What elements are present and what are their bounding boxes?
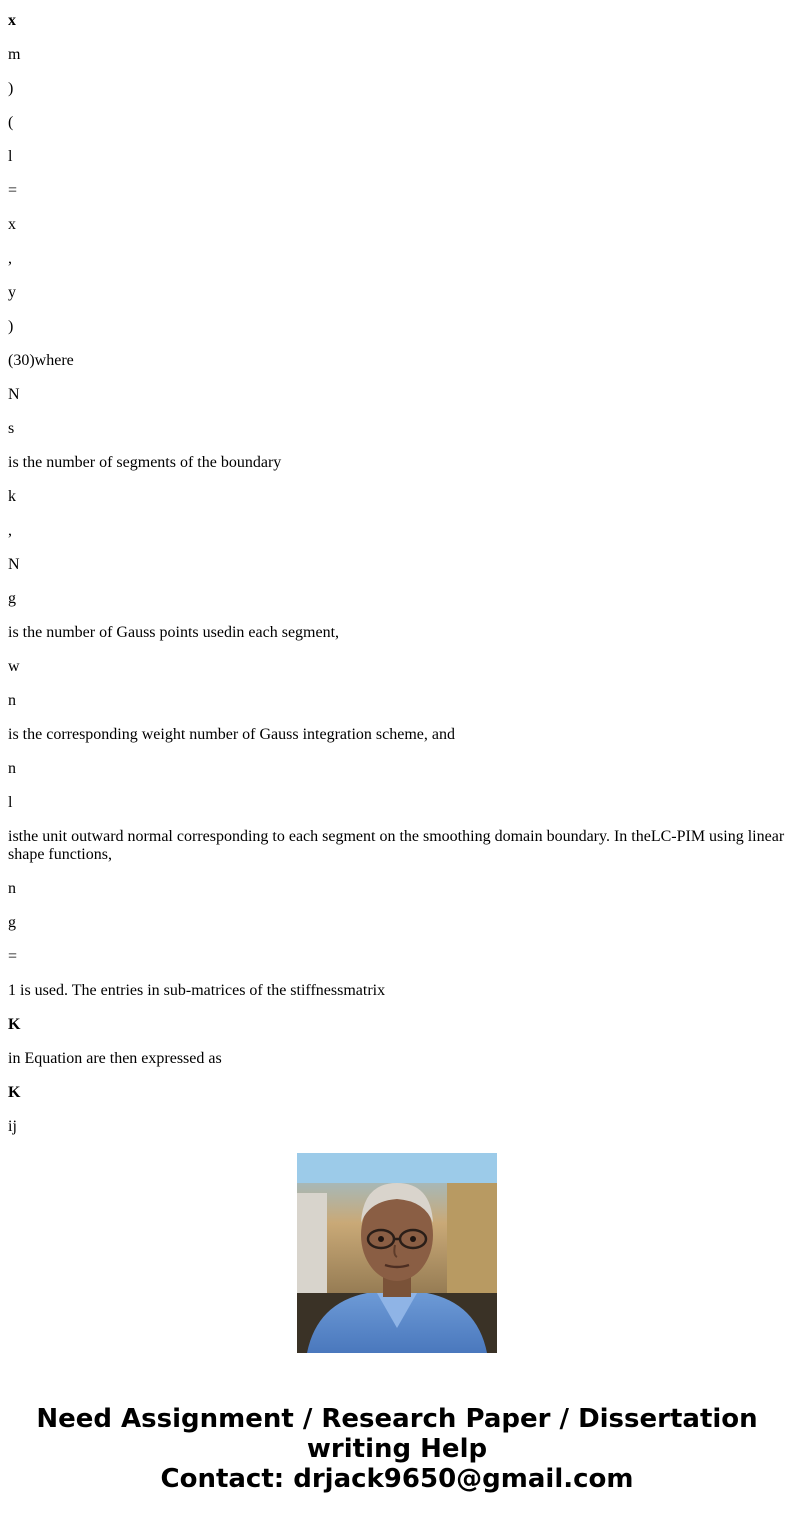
document-line: isthe unit outward normal corresponding to each segment on the smoothing domain boundary. In theLC-PIM using linear shape functions, [8,828,785,863]
document-line: m [8,46,21,63]
document-line: N [8,386,20,403]
document-line: 1 is used. The entries in sub-matrices of the stiffnessmatrix [8,982,386,999]
document-line: , [8,522,12,539]
author-avatar [297,1153,497,1353]
document-line: ) [8,80,14,97]
document-line: n [8,880,16,897]
document-line: x [8,216,16,233]
document-line: = [8,182,18,199]
document-line: n [8,760,16,777]
document-line: = [8,948,18,965]
document-line: n [8,692,16,709]
document-line: w [8,658,20,675]
portrait-image [297,1153,497,1353]
document-line: (30)where [8,352,74,369]
document-line: x [8,12,16,29]
document-line: ) [8,318,14,335]
document-line: ( [8,114,14,131]
document-line: N [8,556,20,573]
document-line: is the number of segments of the boundary [8,454,282,471]
document-line: g [8,590,16,607]
document-line: l [8,794,13,811]
document-line: g [8,914,16,931]
promo-contact: Contact: drjack9650@gmail.com [160,1464,634,1494]
document-text [8,0,788,1135]
document-line: is the number of Gauss points usedin each segment, [8,624,340,641]
document-line: s [8,420,15,437]
document-line: is the corresponding weight number of Gauss integration scheme, and [8,726,455,743]
document-line: k [8,488,16,505]
document-line: ij [8,1118,17,1135]
promo-headline: Need Assignment / Research Paper / Dissertation [36,1404,758,1434]
document-line: K [8,1084,21,1101]
document-line: l [8,148,13,165]
document-line: , [8,250,12,267]
promo-subheadline: writing Help [306,1434,488,1464]
document-line: y [8,284,16,301]
document-line: in Equation are then expressed as [8,1050,222,1067]
document-line: K [8,1016,21,1033]
promo-banner [0,1404,794,1494]
